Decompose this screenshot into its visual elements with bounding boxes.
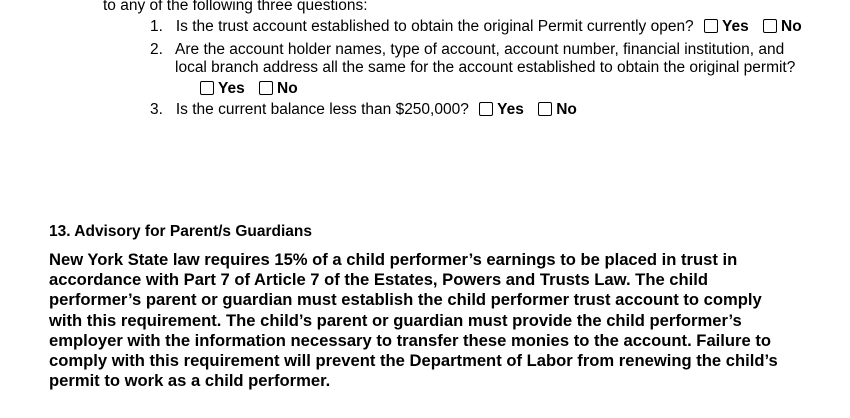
question-3-text: Is the current balance less than $250,000? (175, 101, 469, 118)
question-1-text: Is the trust account established to obtain the original Permit currently open? (175, 18, 694, 35)
question-3 (150, 101, 577, 119)
question-3-no-label: No (556, 101, 577, 118)
advisory-line: performer’s parent or guardian must establish the child performer trust account to comply (49, 290, 762, 310)
question-2-no-label: No (277, 80, 298, 97)
question-1-number: 1. (150, 18, 163, 35)
question-2-line-2: local branch address all the same for the account established to obtain the original permit? (175, 59, 796, 76)
question-3-no-checkbox[interactable] (538, 102, 552, 116)
question-2-text-1: Are the account holder names, type of account, account number, financial institution, and (175, 41, 785, 58)
question-3-number: 3. (150, 101, 163, 118)
advisory-line: accordance with Part 7 of Article 7 of the Estates, Powers and Trusts Law. The child (49, 270, 709, 290)
advisory-line: employer with the information necessary to transfer these monies to the account. Failure to (49, 330, 771, 350)
question-2-yes-checkbox[interactable] (200, 81, 214, 95)
question-2-line-1 (150, 41, 784, 59)
advisory-line: New York State law requires 15% of a child performer’s earnings to be placed in trust in (49, 250, 738, 269)
advisory-line: permit to work as a child performer. (49, 371, 331, 391)
question-2-number: 2. (150, 41, 163, 58)
advisory-paragraph (49, 250, 809, 391)
question-1-yes-label: Yes (722, 18, 749, 35)
question-1-no-checkbox[interactable] (763, 19, 777, 33)
advisory-line: with this requirement. The child’s parent or guardian must provide the child performer’s (49, 310, 742, 330)
section-13-heading: 13. Advisory for Parent/s Guardians (49, 223, 313, 240)
question-1 (150, 18, 802, 36)
question-1-no-label: No (781, 18, 802, 35)
question-2-yes-label: Yes (218, 80, 245, 97)
question-1-yes-checkbox[interactable] (704, 19, 718, 33)
question-2-no-checkbox[interactable] (259, 81, 273, 95)
intro-text: to any of the following three questions: (103, 0, 368, 14)
question-3-yes-label: Yes (497, 101, 524, 118)
question-3-yes-checkbox[interactable] (479, 102, 493, 116)
question-2-options (194, 80, 298, 98)
advisory-line: comply with this requirement will prevent the Department of Labor from renewing the child’s (49, 351, 778, 371)
